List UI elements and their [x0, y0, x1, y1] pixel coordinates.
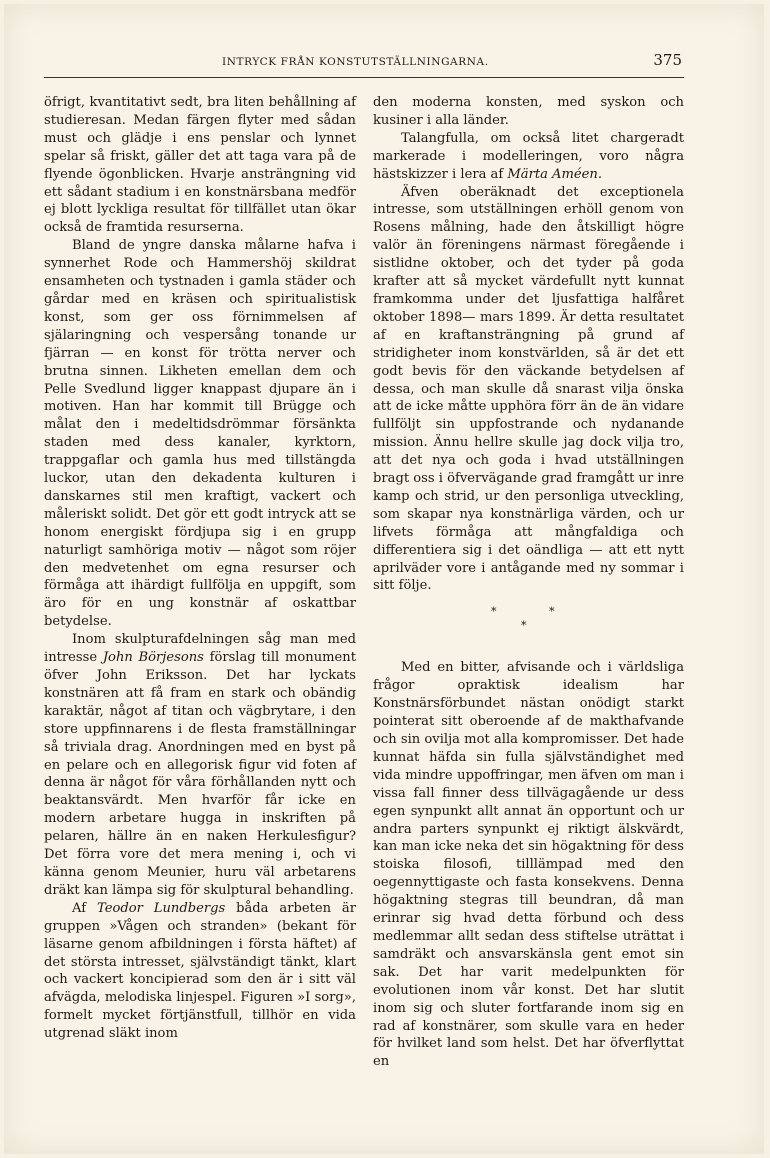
- paragraph: Äfven oberäknadt det exceptionela intresse, som utställningen erhöll genom von Rosens målning, hade den åtskilligt högre valör än föreningens närmast föregående i sistlidne oktober, och det tyder på goda krafter att så mycket värdefullt nytt kunnat framkomma under det ljusfattiga halfåret oktober 1898— mars 1899. Är detta resultatet af en kraftansträngning på grund af stridigheter inom konstvärlden, så är det ett godt bevis för den väckande betydelsen af dessa, och man skulle då snarast vilja önska att de icke måtte upphöra förr än de än vidare fullföljt sin uppfostrande och nydanande mission. Ännu hellre skulle jag dock vilja tro, att det nya och goda i hvad utställningen bragt oss i öfvervägande grad framgått ur inre kamp och strid, ur den personliga utveckling, som skapar nya konstnärliga värden, och ur lifvets förmåga att mångfaldiga och differentiera sig i det oändliga — att ett nytt aprilväder vore i antågande med ny sommar i sitt följe.: [373, 184, 685, 594]
- paragraph: Bland de yngre danska målarne hafva i synnerhet Rode och Hammershöj skildrat ensamheten och tystnaden i gamla städer och gårdar med en kräsen och spiritualistisk konst, som ger oss förnimmelsen af själaringning och vespersång tonande ur fjärran — en konst för trötta nerver och brutna sinnen. Likheten emellan dem och Pelle Svedlund ligger knappast djupare än i motiven. Han har kommit till Brügge och målat den i medeltidsdrömmar försänkta staden med dess kanaler, kyrktorn, trappgaflar och gamla hus med tillstängda luckor, utan den dekadenta kulturen i danskarnes stil men kraftigt, vackert och måleriskt solidt. Det gör ett godt intryck att se honom energiskt fördjupa sig i en grupp naturligt samhöriga motiv — något som röjer den medvetenhet om egna resurser och förmåga att ihärdigt fullfölja en uppgift, som äro för en ung konstnär af oskattbar betydelse.: [44, 238, 356, 630]
- paragraph: Med en bitter, afvisande och i världsliga frågor opraktisk idealism har Konstnärsförbundet nästan onödigt starkt pointerat sitt oberoende af de makthafvande och sin ovilja mot alla kompromisser. Det hade kunnat häfda sin fulla självständighet med vida mindre uppoffringar, men äfven om man i vissa fall finner dess tillvägagående ur dess egen synpunkt allt annat än opportunt och ur andra parters synpunkt ej riktigt älskvärdt, kan man icke neka det sin högaktning för dess stoiska filosofi, tilllämpad med den oegennyttigaste och fasta konsekvens. Denna högaktning stegras till beundran, då man erinrar sig hvad detta förbund och dess medlemmar allt sedan dess stiftelse uträttat i samdräkt och ansvarskänsla gent emot sin sak. Det har varit medelpunkten för evolutionen inom vår konst. Det har slutit inom sig och sluter fortfarande inom sig en rad af konstnärer, som skulle vara en heder för hvilket land som helst. Det har öfverflyttat en: [373, 660, 684, 1070]
- page-number: 375: [653, 51, 682, 69]
- left-column: [44, 94, 356, 1043]
- paragraph: [44, 900, 356, 1043]
- asterisk: *: [491, 605, 497, 619]
- right-column: [373, 94, 684, 1071]
- paragraph: den moderna konsten, med syskon och kusiner i alla länder.: [373, 95, 684, 128]
- artist-name: Märta Améen.: [507, 166, 603, 182]
- paragraph: [373, 130, 684, 184]
- paragraph: öfrigt, kvantitativt sedt, bra liten behållning af studieresan. Medan färgen flyter med sådan must och glädje i ens penslar och lynnet spelar så friskt, gäller det att taga vara på de flyende ögonblicken. Hvarje ansträngning vid ett sådant stadium i en konstnärsbana medför ej blott lyckliga resultat för tillfället utan ökar också de framtida resurserna.: [44, 95, 356, 236]
- running-header: [44, 51, 684, 78]
- book-page: [4, 4, 764, 1154]
- asterisk: *: [521, 619, 527, 633]
- text-run: förslag till monument öfver John Eriksson. Det har lyckats konstnären att få fram en stark och obändig karaktär, något af titan och vägbrytare, i den store uppfinnarens i de flesta framställningar så triviala drag. Anordningen med en byst på en pelare och en allegorisk figur vid foten af denna är något för våra förhållanden nytt och beaktansvärdt. Men hvarför får icke en modern arbetare hugga in inskriften på pelaren, hällre än en naken Herkulesfigur? Det förra vore det mera mening i, och vi känna genom Meunier, huru väl arbetarens dräkt kan lämpa sig för skulptural behandling.: [44, 650, 356, 898]
- asterisk: *: [549, 605, 555, 619]
- artist-name: John Börjesons: [102, 650, 204, 666]
- section-separator: [373, 603, 684, 641]
- artist-name: Teodor Lundbergs: [96, 900, 226, 916]
- paragraph: [44, 631, 356, 900]
- running-title: INTRYCK FRÅN KONSTUTSTÄLLNINGARNA.: [222, 56, 489, 68]
- header-rule: [44, 77, 684, 78]
- text-run: Af: [72, 900, 97, 916]
- text-run: båda arbeten är gruppen »Vågen och stranden» (bekant för läsarne genom afbildningen i första häftet) af det största intresset, självständigt tänkt, klart och vackert koncipierad som den är i sitt väl afvägda, melodiska linjespel. Figuren »I sorg», formelt mycket förtjänstfull, tillhör en vida utgrenad släkt inom: [44, 900, 357, 1042]
- text-run: Inom skulpturafdelningen såg man med intresse: [44, 632, 356, 666]
- text-run: Talangfulla, om också litet chargeradt markerade i modelleringen, voro några hästskizzer i lera af: [373, 130, 684, 182]
